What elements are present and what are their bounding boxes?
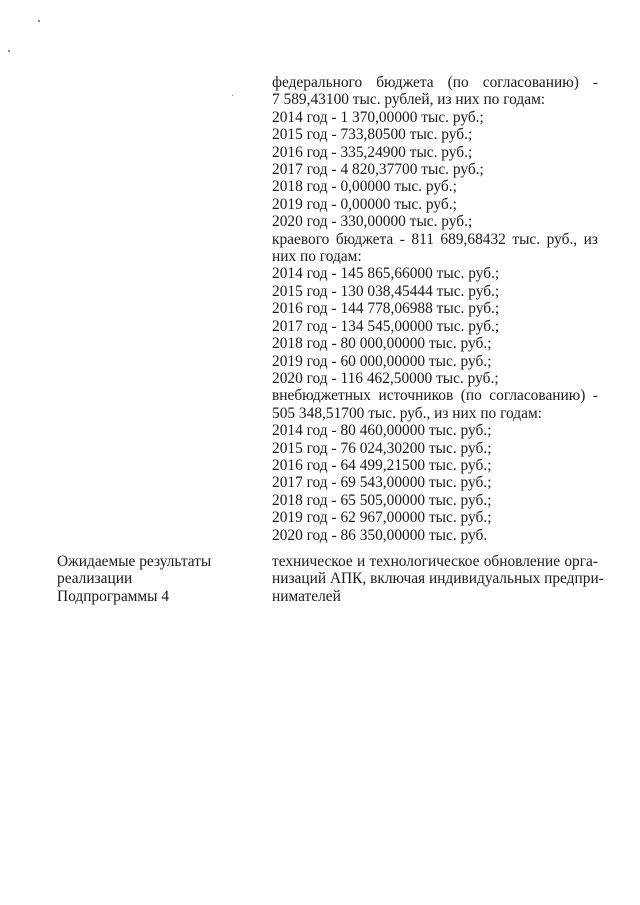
- federal-year-2017: 2017 год - 4 820,37700 тыс. руб.;: [272, 161, 484, 179]
- federal-year-2015: 2015 год - 733,80500 тыс. руб.;: [272, 126, 473, 144]
- label-line-1: Ожидаемые результаты: [57, 553, 212, 570]
- federal-year-2014: 2014 год - 1 370,00000 тыс. руб.;: [272, 108, 484, 126]
- extrabudgetary-year-2016: 2016 год - 64 499,21500 тыс. руб.;: [272, 456, 492, 474]
- federal-year-2018: 2018 год - 0,00000 тыс. руб.;: [272, 178, 457, 196]
- extrabudgetary-header-line1: внебюджетных источников (по согласованию) -: [272, 387, 598, 405]
- scan-speck: [8, 50, 10, 52]
- label-line-3: Подпрограммы 4: [57, 587, 170, 605]
- funding-sources: [272, 74, 598, 544]
- extrabudgetary-year-2020: 2020 год - 86 350,00000 тыс. руб.: [272, 526, 488, 544]
- expected-results-label: [57, 553, 257, 605]
- regional-year-2019: 2019 год - 60 000,00000 тыс. руб.;: [272, 352, 492, 370]
- extrabudgetary-header-line2: 505 348,51700 тыс. руб., из них по годам:: [272, 404, 542, 422]
- regional-header-line2: них по годам:: [272, 248, 362, 266]
- extrabudgetary-year-2018: 2018 год - 65 505,00000 тыс. руб.;: [272, 491, 492, 509]
- regional-year-2017: 2017 год - 134 545,00000 тыс. руб.;: [272, 317, 500, 335]
- federal-budget-block: [272, 74, 598, 231]
- regional-year-2014: 2014 год - 145 865,66000 тыс. руб.;: [272, 265, 500, 283]
- expected-results-text: [272, 553, 604, 605]
- results-text-line-1: техническое и технологическое обновление орга-: [272, 553, 598, 570]
- regional-year-2015: 2015 год - 130 038,45444 тыс. руб.;: [272, 282, 500, 300]
- regional-year-2016: 2016 год - 144 778,06988 тыс. руб.;: [272, 300, 500, 318]
- regional-header-line1: краевого бюджета - 811 689,68432 тыс. руб., из: [272, 230, 598, 248]
- federal-header-line2: 7 589,43100 тыс. рублей, из них по годам:: [272, 91, 546, 109]
- extrabudgetary-block: [272, 387, 598, 544]
- regional-budget-block: [272, 231, 598, 388]
- regional-year-2018: 2018 год - 80 000,00000 тыс. руб.;: [272, 335, 492, 353]
- federal-header-line1: федерального бюджета (по согласованию) -: [272, 74, 598, 91]
- scan-speck: [232, 95, 233, 96]
- extrabudgetary-year-2017: 2017 год - 69 543,00000 тыс. руб.;: [272, 474, 492, 492]
- regional-year-2020: 2020 год - 116 462,50000 тыс. руб.;: [272, 369, 499, 387]
- federal-year-2016: 2016 год - 335,24900 тыс. руб.;: [272, 143, 473, 161]
- extrabudgetary-year-2015: 2015 год - 76 024,30200 тыс. руб.;: [272, 439, 492, 457]
- results-text-line-2: низаций АПК, включая индивидуальных предпри-: [272, 570, 604, 588]
- scan-speck: [38, 20, 40, 22]
- federal-year-2020: 2020 год - 330,00000 тыс. руб.;: [272, 213, 473, 231]
- label-line-2: реализации: [57, 570, 133, 588]
- extrabudgetary-year-2014: 2014 год - 80 460,00000 тыс. руб.;: [272, 422, 492, 440]
- federal-year-2019: 2019 год - 0,00000 тыс. руб.;: [272, 195, 457, 213]
- results-text-line-3: нимателей: [272, 587, 341, 605]
- extrabudgetary-year-2019: 2019 год - 62 967,00000 тыс. руб.;: [272, 509, 492, 527]
